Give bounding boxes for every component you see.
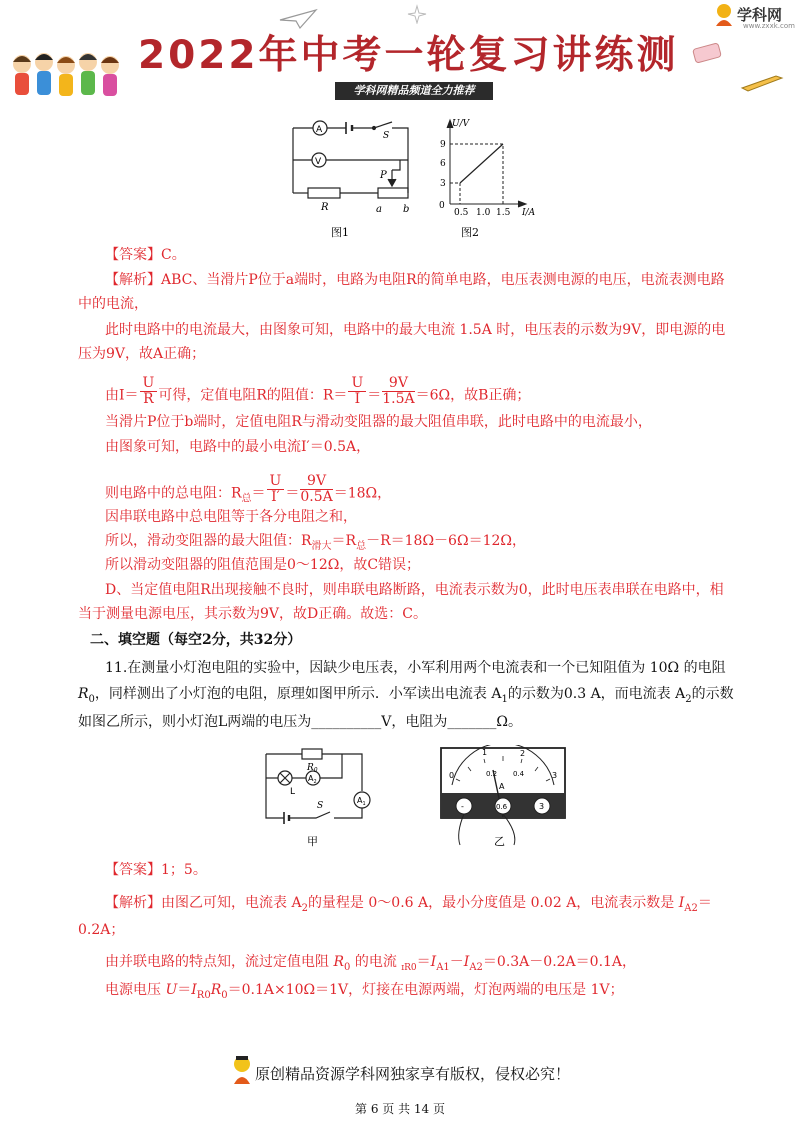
figure-jia-circuit	[262, 746, 372, 830]
fraction	[267, 474, 285, 505]
analysis-text: ＝	[697, 895, 712, 911]
fraction-denominator: I′	[271, 489, 280, 505]
q10-formula-max-resistance	[105, 531, 526, 557]
analysis-text: ＝	[177, 982, 192, 998]
children-illustration	[8, 50, 128, 102]
fraction-numerator: U	[267, 474, 285, 490]
logo-text: 学科网	[737, 6, 783, 24]
formula-text: ＝6Ω，故B正确；	[415, 387, 531, 404]
question-text: 的示数为0.3 A，而电流表 A	[507, 686, 686, 702]
figure-1-caption: 图1	[331, 226, 349, 239]
jia-r0-label	[306, 763, 318, 774]
analysis-text: 【解析】由图乙可知，电流表 A	[105, 895, 302, 911]
q11-analysis-line	[105, 952, 636, 978]
dial-top-scale: 2	[520, 749, 526, 758]
figure-1-circuit	[288, 118, 418, 226]
italic-symbol: R	[333, 954, 344, 970]
analysis-text: 的电流	[350, 954, 402, 970]
formula-text: ＝	[285, 485, 300, 502]
fig2-x-tick: 1.5	[496, 208, 511, 216]
formula-text: 所以，滑动变阻器的最大阻值：R	[105, 533, 312, 549]
paper-plane-icon	[278, 8, 318, 30]
fig1-slider-label: P	[380, 170, 387, 181]
fig2-x-axis-label: I/A	[522, 208, 536, 216]
formula-text: －R＝18Ω－6Ω＝12Ω，	[366, 533, 526, 549]
fig2-y-tick: 6	[440, 159, 446, 169]
section-heading: 二、填空题（每空2分，共32分）	[90, 632, 302, 648]
analysis-text: 的量程是 0～0.6 A，最小分度值是 0.02 A，电流表示数是	[307, 895, 679, 911]
italic-symbol: R	[78, 686, 89, 702]
dial-unit: A	[499, 782, 505, 791]
q10-analysis-line: 因串联电路中总电阻等于各分电阻之和，	[105, 509, 357, 525]
subscript: 0	[221, 989, 228, 1001]
q11-question-line: 11.在测量小灯泡电阻的实验中，因缺少电压表，小军利用两个电流表和一个已知阻值为 10Ω 的电阻	[105, 660, 726, 676]
analysis-text: ＝0.1A×10Ω＝1V，灯接在电源两端，灯泡两端的电压是 1V；	[227, 982, 624, 998]
fig1-switch-label: S	[383, 131, 390, 141]
page-number: 第 6 页 共 14 页	[355, 1102, 445, 1116]
subscript: 0	[344, 961, 351, 973]
subscript: 1	[501, 693, 508, 705]
q10-analysis-line: 中的电流，	[78, 296, 148, 312]
formula-text: ＝R	[331, 533, 357, 549]
fraction	[382, 376, 414, 407]
jia-a1-symbol: A	[357, 796, 363, 805]
dial-bottom-scale: 0.4	[513, 770, 525, 778]
subscript: ɪR0	[401, 962, 417, 973]
footer-copyright: 原创精品资源学科网独家享有版权，侵权必究！	[255, 1065, 571, 1083]
analysis-text: 电源电压	[105, 982, 166, 998]
q11-analysis-line	[105, 980, 624, 1006]
fraction-numerator: 9V	[300, 474, 332, 490]
terminal-label: -	[461, 802, 464, 811]
analysis-text: ＝0.3A－0.2A＝0.1A，	[482, 954, 637, 970]
italic-symbol: U	[165, 982, 178, 998]
q10-formula-resistance	[105, 375, 531, 411]
italic-symbol: I	[678, 895, 685, 911]
formula-text: ＝	[251, 485, 266, 502]
logo-icon	[713, 2, 735, 28]
dial-top-scale: 3	[552, 771, 558, 780]
q11-analysis-line: 0.2A；	[78, 922, 125, 938]
terminal-label: 3	[539, 802, 545, 811]
banner-title: 2022年中考一轮复习讲练测	[138, 33, 679, 78]
subscript: 总	[356, 540, 367, 552]
mascot-icon	[230, 1054, 254, 1086]
question-text: ，同样测出了小灯泡的电阻，原理如图甲所示．小军读出电流表 A	[94, 686, 502, 702]
italic-symbol: I	[430, 954, 437, 970]
header-banner	[0, 0, 800, 112]
analysis-text: 由并联电路的特点知，流过定值电阻	[105, 954, 334, 970]
figure-jia-caption: 甲	[307, 835, 318, 848]
jia-a2-subscript: 2	[313, 779, 317, 785]
site-logo	[713, 2, 793, 32]
fig2-origin-label: 0	[439, 201, 445, 211]
subscript: R0	[196, 989, 211, 1001]
fraction	[348, 376, 366, 407]
q11-answer: 【答案】1；5。	[105, 862, 207, 878]
jia-r0-symbol: R	[307, 763, 314, 773]
formula-text: ＝18Ω，	[333, 485, 392, 502]
q11-analysis-line	[105, 893, 712, 919]
eraser-icon	[690, 40, 724, 66]
fraction-denominator: 0.5A	[300, 489, 333, 505]
subscript: A1	[436, 961, 450, 973]
q10-analysis-line: 当滑片P位于b端时，定值电阻R与滑动变阻器的最大阻值串联，此时电路中的电流最小，	[105, 414, 652, 430]
fig2-y-axis-label: U/V	[452, 119, 470, 129]
fraction-numerator: U	[140, 376, 158, 392]
q10-analysis-line: 所以滑动变阻器的阻值范围是0～12Ω，故C错误；	[105, 557, 421, 573]
jia-r0-subscript: 0	[313, 767, 318, 774]
subscript: 2	[685, 693, 692, 705]
formula-text: 可得，定值电阻R的阻值：R＝	[158, 387, 348, 404]
fig1-end-a-label: a	[376, 204, 382, 215]
formula-text: 则电路中的总电阻：R	[105, 485, 242, 502]
q11-question-line: 如图乙所示，则小灯泡L两端的电压为__________V，电阻为_______Ω。	[78, 714, 523, 730]
fraction-denominator: I	[354, 391, 361, 407]
fig2-y-tick: 9	[440, 140, 446, 150]
fig1-ammeter-label: A	[316, 125, 323, 135]
question-text: 的示数	[691, 686, 734, 702]
q10-analysis-line: 由图象可知，电路中的最小电流I′＝0.5A，	[105, 439, 371, 455]
q11-question-line	[78, 684, 734, 710]
q10-answer: 【答案】C。	[105, 247, 186, 263]
analysis-text: －	[449, 954, 464, 970]
fig2-y-tick: 3	[440, 179, 446, 189]
analysis-text: ＝	[416, 954, 431, 970]
fig1-voltmeter-label: V	[315, 157, 322, 167]
subscript: 2	[301, 902, 308, 914]
jia-a2-symbol: A	[308, 774, 314, 783]
fig1-end-b-label: b	[403, 204, 410, 215]
q10-analysis-line: 当于测量电源电压，其示数为9V，故D正确。故选：C。	[78, 606, 427, 622]
q10-analysis-line: 压为9V，故A正确；	[78, 346, 206, 362]
italic-symbol: I	[463, 954, 470, 970]
italic-symbol: I	[191, 982, 197, 998]
q10-analysis-line: 【解析】ABC、当滑片P位于a端时，电路为电阻R的简单电路，电压表测电源的电压，电流表测电路	[105, 272, 725, 288]
sparkle-icon	[405, 4, 429, 24]
fraction	[300, 474, 332, 505]
pencil-icon	[740, 72, 784, 92]
subscript: A2	[469, 961, 483, 973]
jia-switch-label: S	[317, 801, 324, 811]
jia-a1-label	[357, 796, 366, 807]
fig1-resistor-label: R	[321, 202, 329, 213]
subscript: 滑大	[311, 540, 332, 552]
fraction-numerator: 9V	[382, 376, 414, 392]
banner-subtitle: 学科网精品频道全力推荐	[335, 82, 493, 100]
logo-url: www.zxxk.com	[743, 22, 795, 30]
dial-bottom-scale: 0.2	[486, 770, 498, 778]
q10-analysis-line: D、当定值电阻R出现接触不良时，则串联电路断路，电流表示数为0，此时电压表串联在电路中，相	[105, 582, 724, 598]
q10-analysis-line: 此时电路中的电流最大，由图象可知，电路中的最大电流 1.5A 时，电压表的示数为9V，即电源的电	[105, 322, 726, 338]
fraction	[140, 376, 158, 407]
jia-a1-subscript: 1	[362, 801, 366, 807]
fig2-x-tick: 0.5	[454, 208, 469, 216]
fraction-numerator: U	[348, 376, 366, 392]
italic-symbol: R	[210, 982, 222, 998]
subscript: 总	[241, 493, 252, 505]
fraction-denominator: R	[143, 391, 154, 407]
dial-top-scale: 0	[449, 771, 455, 780]
jia-lamp-label: L	[290, 787, 296, 797]
subscript: 0	[88, 693, 95, 705]
figure-2-graph	[430, 116, 540, 216]
figure-2-caption: 图2	[461, 226, 479, 239]
fig2-x-tick: 1.0	[476, 208, 491, 216]
dial-top-scale: 1	[482, 748, 488, 757]
fraction-denominator: 1.5A	[382, 391, 415, 407]
subscript: A2	[684, 902, 698, 914]
formula-text: ＝	[367, 387, 382, 404]
q10-formula-total-resistance	[105, 473, 392, 509]
terminal-label: 0.6	[496, 803, 508, 811]
figure-yi-caption: 乙	[494, 835, 505, 848]
formula-text: 由I＝	[105, 387, 139, 404]
